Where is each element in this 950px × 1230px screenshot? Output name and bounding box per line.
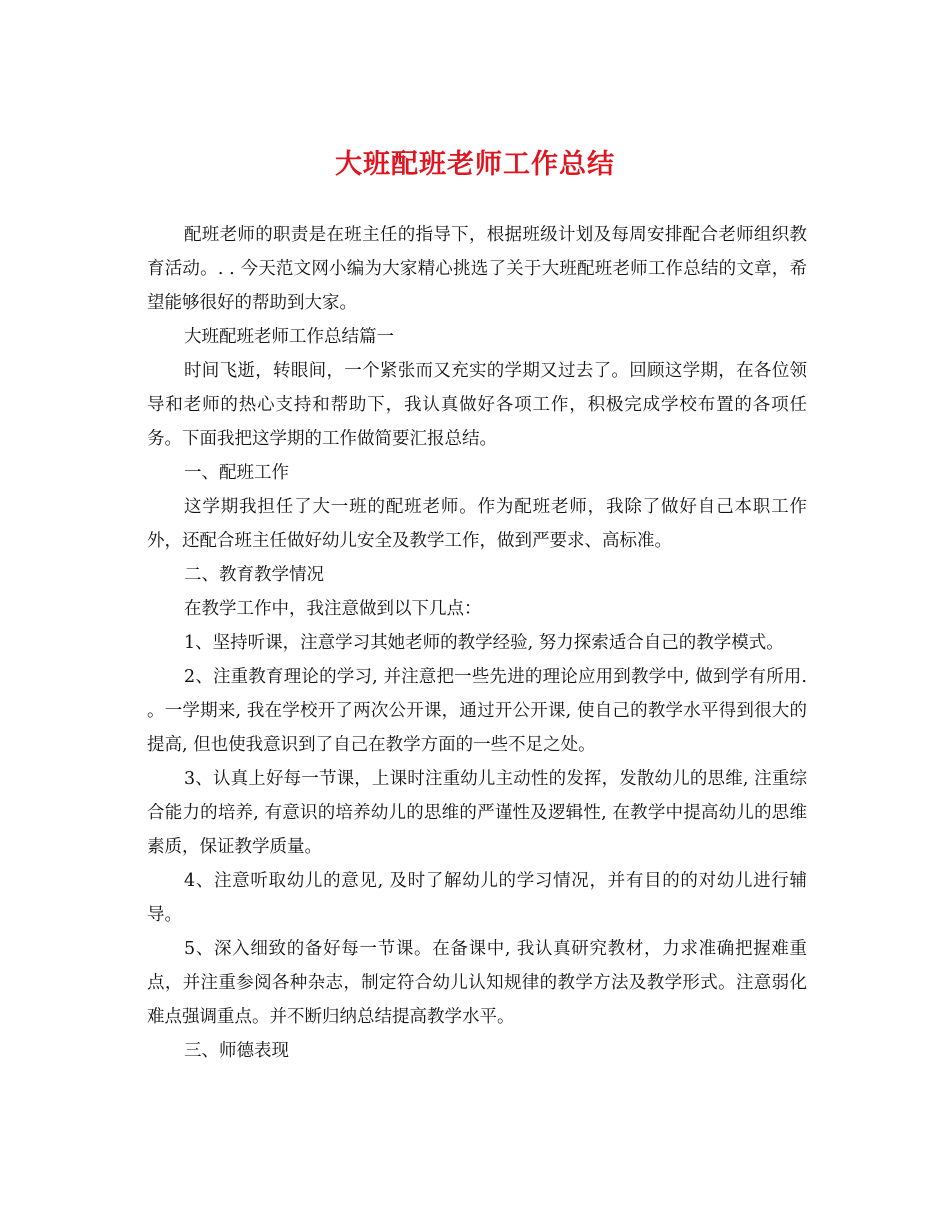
paragraph-assistant-work: 这学期我担任了大一班的配班老师。作为配班老师，我除了做好自己本职工作外，还配合班主任做好幼儿安全及教学工作，做到严要求、高标准。 [147, 497, 807, 551]
section-heading-part-one: 大班配班老师工作总结篇一 [184, 327, 394, 347]
page-title: 大班配班老师工作总结 [335, 149, 615, 180]
list-item-4: 4、注意听取幼儿的意见, 及时了解幼儿的学习情况，并有目的的对幼儿进行辅导。 [147, 871, 807, 925]
document-body [147, 218, 807, 1068]
section-heading-3: 三、师德表现 [184, 1041, 289, 1061]
list-item-2: 2、注重教育理论的学习, 并注意把一些先进的理论应用到教学中, 做到学有所用. 。一学期来, 我在学校开了两次公开课，通过开公开课, 使自己的教学水平得到很大的提高, 但也使我意识到了自己在教学方面的一些不足之处。 [147, 667, 807, 755]
list-item-3: 3、认真上好每一节课，上课时注重幼儿主动性的发挥，发散幼儿的思维, 注重综合能力的培养, 有意识的培养幼儿的思维的严谨性及逻辑性, 在教学中提高幼儿的思维素质，保证教学质量。 [147, 769, 807, 857]
list-item-5: 5、深入细致的备好每一节课。在备课中, 我认真研究教材，力求准确把握难重点，并注重参阅各种杂志，制定符合幼儿认知规律的教学方法及教学形式。注意弱化难点强调重点。并不断归纳总结提高教学水平。 [147, 939, 807, 1027]
section-heading-1: 一、配班工作 [184, 463, 289, 483]
list-item-1: 1、坚持听课，注意学习其她老师的教学经验, 努力探索适合自己的教学模式。 [184, 633, 784, 653]
section-heading-2: 二、教育教学情况 [184, 565, 324, 585]
paragraph-intro: 配班老师的职责是在班主任的指导下，根据班级计划及每周安排配合老师组织教育活动。. . 今天范文网小编为大家精心挑选了关于大班配班老师工作总结的文章，希望能够很好的帮助到大家。 [147, 225, 807, 313]
paragraph-teaching-intro: 在教学工作中，我注意做到以下几点： [184, 599, 482, 619]
paragraph-overview: 时间飞逝，转眼间，一个紧张而又充实的学期又过去了。回顾这学期，在各位领导和老师的热心支持和帮助下，我认真做好各项工作，积极完成学校布置的各项任务。下面我把这学期的工作做简要汇报总结。 [147, 361, 807, 449]
